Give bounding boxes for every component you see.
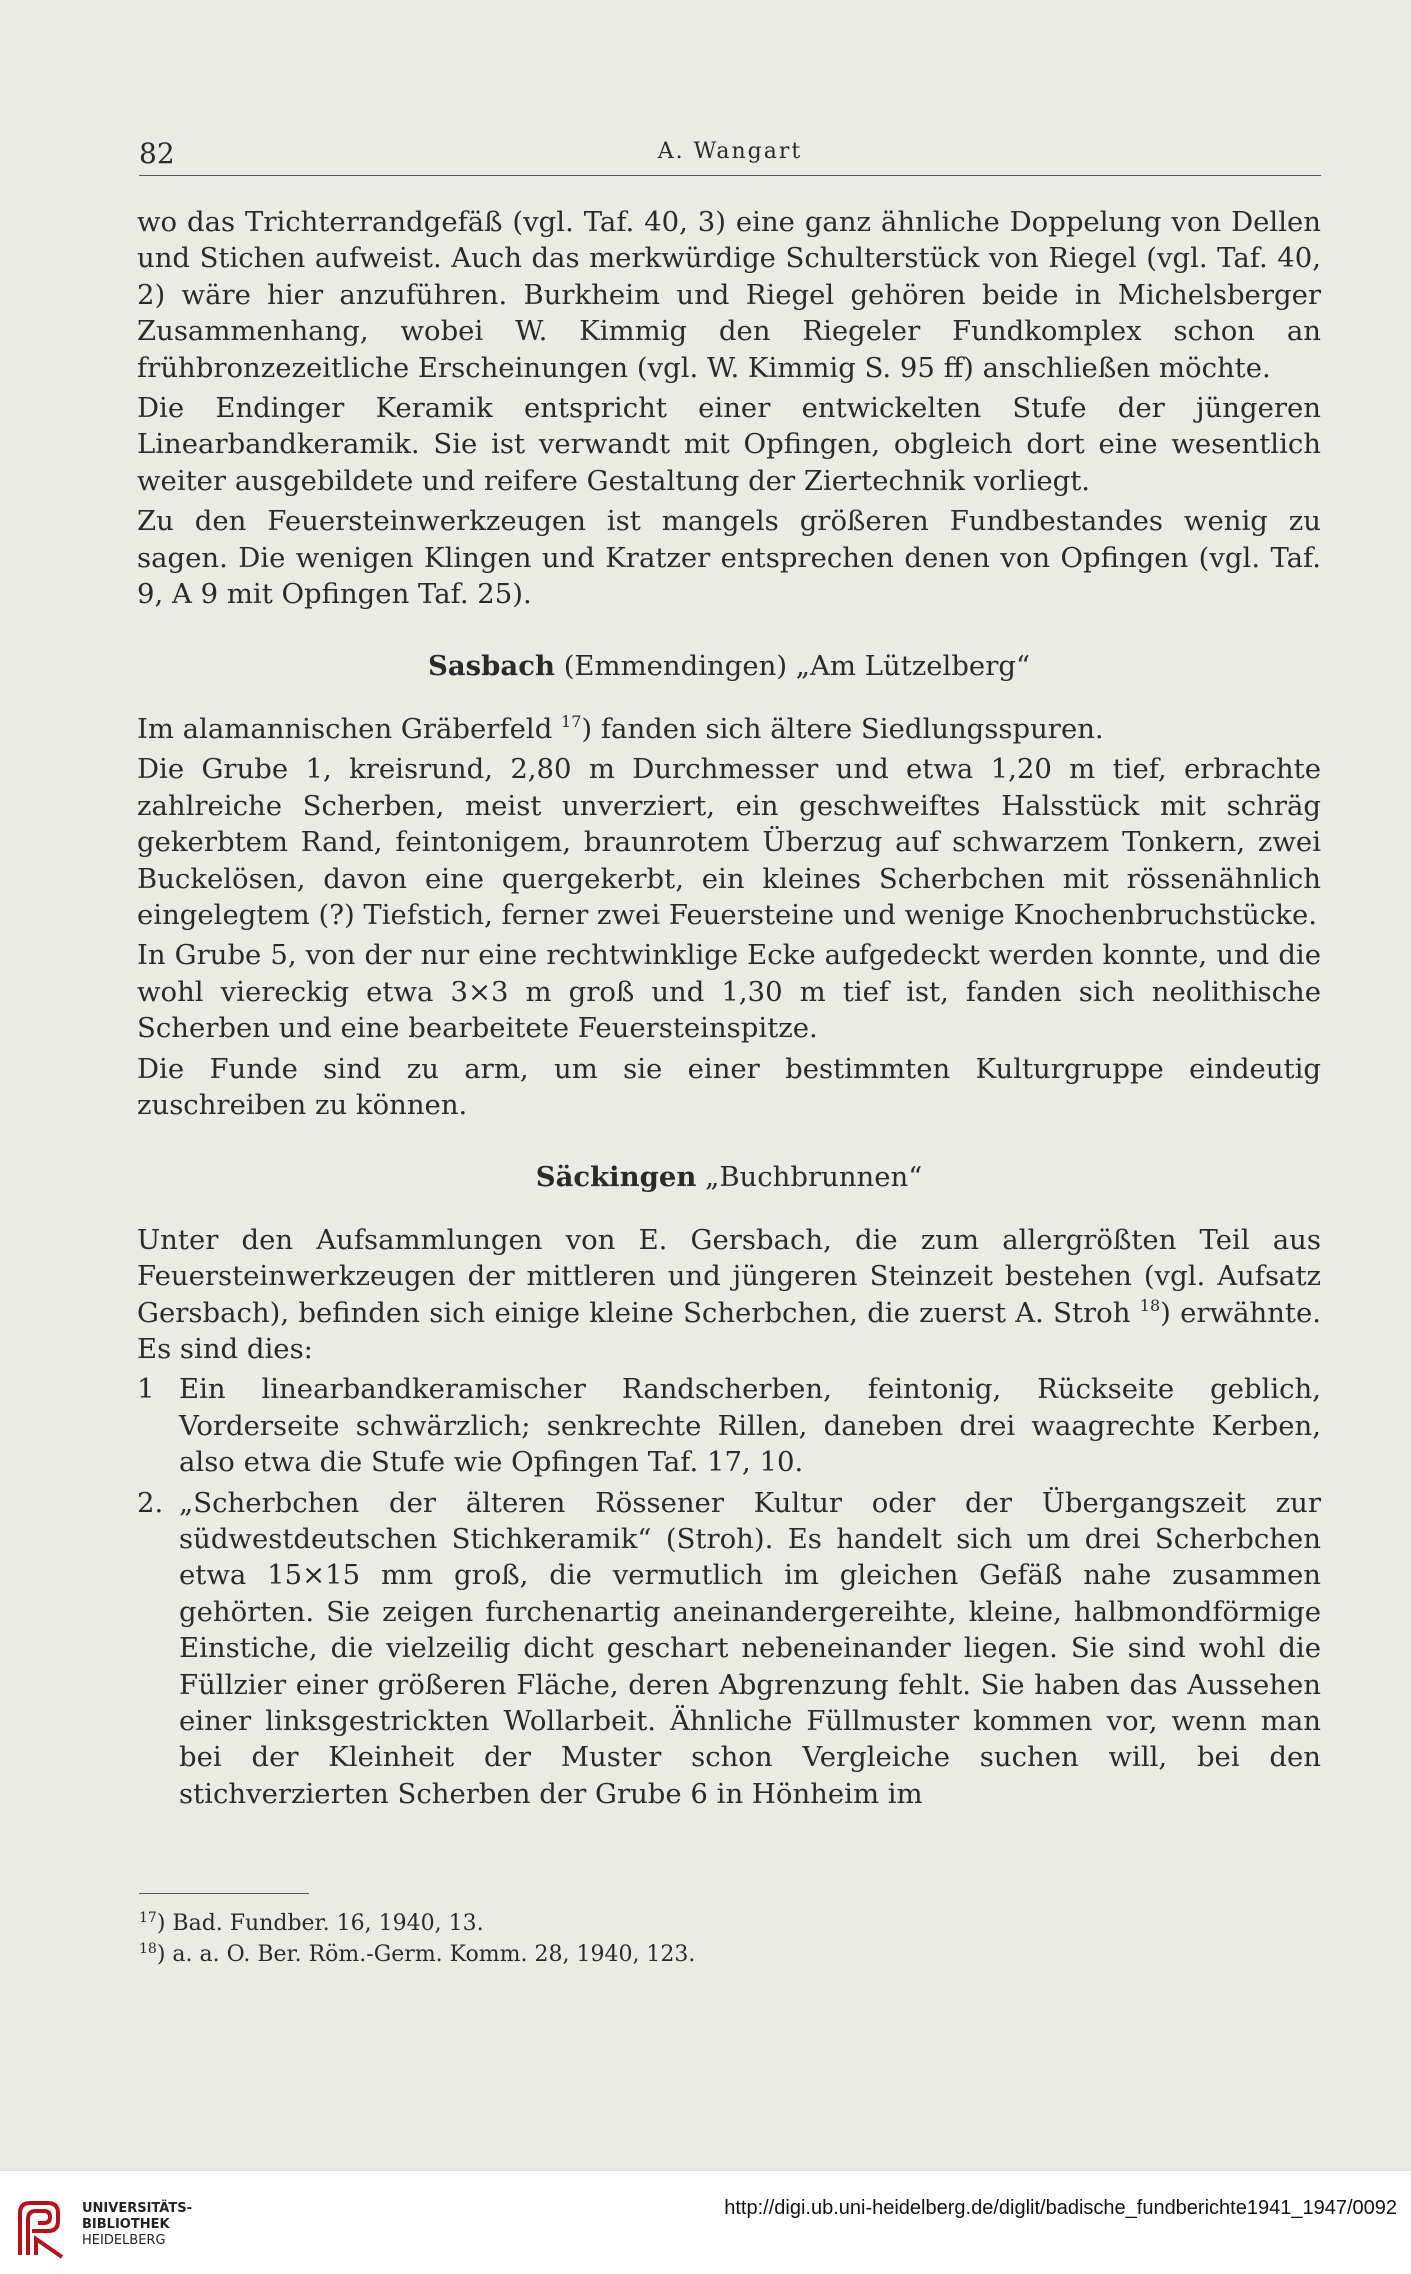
footnote-divider [139, 1893, 309, 1894]
library-footer [0, 2170, 1411, 2274]
list-text: „Scherbchen der älteren Rössener Kultur oder der Übergangszeit zur südwestdeutschen Stichkeramik“ (Stroh). Es handelt sich um drei Scherbchen etwa 15×15 mm groß, die vermutlich im gleichen Gefäß nahe zusammen gehörten. Sie zeigen furchenartig aneinandergereihte, kleine, halbmondförmige Einstiche, die vielzeilig dicht geschart nebeneinander liegen. Sie sind wohl die Füllzier einer größeren Fläche, deren Abgrenzung fehlt. Sie haben das Aussehen einer linksgestrickten Wollarbeit. Ähnliche Füllmuster kommen vor, wenn man bei der Kleinheit der Muster schon Vergleiche suchen will, bei den stichverzierten Scherben der Grube 6 in Hönheim im [179, 1486, 1321, 1810]
footnote [139, 1908, 939, 1939]
footnote-ref: 18 [1139, 1295, 1161, 1315]
paragraph: In Grube 5, von der nur eine rechtwinklige Ecke aufgedeckt werden konnte, und die wohl viereckig etwa 3×3 m groß und 1,30 m tief ist, fanden sich neolithische Scherben und eine bearbeitete Feuersteinspitze. [137, 939, 1321, 1045]
library-name [82, 2201, 192, 2249]
paragraph: Die Funde sind zu arm, um sie einer bestimmten Kulturgruppe eindeutig zuschreiben zu können. [137, 1052, 1321, 1121]
paragraph: wo das Trichterrandgefäß (vgl. Taf. 40, 3) eine ganz ähnliche Doppelung von Dellen und Stichen aufweist. Auch das merkwürdige Schulterstück von Riegel (vgl. Taf. 40, 2) wäre hier anzuführen. Burkheim und Riegel gehören beide in Michelsberger Zusammenhang, wobei W. Kimmig den Riegeler Fundkomplex schon an frühbronzezeitliche Erscheinungen (vgl. W. Kimmig S. 95 ff) anschließen möchte. [137, 206, 1321, 384]
paragraph-text: Unter den Aufsammlungen von E. Gersbach, die zum allergrößten Teil aus Feuersteinwerkzeugen der mittleren und jüngeren Steinzeit bestehen (vgl. Aufsatz Gersbach), befinden sich einige kleine Scherbchen, die zuerst A. Stroh [137, 1223, 1321, 1329]
section-heading-sasbach [137, 648, 1321, 684]
footnote [139, 1939, 939, 1970]
paragraph-text: Im alamannischen Gräberfeld [137, 712, 562, 745]
list-number: 2. [137, 1486, 164, 1519]
list-item [137, 1485, 1321, 1813]
library-name-line: UNIVERSITÄTS- [82, 2201, 192, 2216]
heading-rest: (Emmendingen) „Am Lützelberg“ [554, 650, 1030, 683]
permalink-url[interactable]: http://digi.ub.uni-heidelberg.de/diglit/badische_fundberichte1941_1947/0092 [724, 2197, 1397, 2219]
footnotes [139, 1893, 939, 1970]
footnote-number: 17 [139, 1910, 157, 1926]
heading-rest: „Buchbrunnen“ [696, 1161, 923, 1194]
heading-place: Sasbach [428, 650, 555, 683]
paragraph: Die Grube 1, kreisrund, 2,80 m Durchmesser und etwa 1,20 m tief, erbrachte zahlreiche Scherben, meist unverziert, ein geschweiftes Halsstück mit schräg gekerbtem Rand, feintonigem, braunrotem Überzug auf schwarzem Tonkern, zwei Buckelösen, davon eine quergekerbt, ein kleines Scherbchen mit rössenähnlich eingelegtem (?) Tiefstich, ferner zwei Feuersteine und wenige Knochenbruchstücke. [137, 753, 1321, 931]
page-number: 82 [139, 137, 175, 170]
footnote-text: ) a. a. O. Ber. Röm.-Germ. Komm. 28, 1940, 123. [156, 1942, 696, 1967]
list-item [137, 1371, 1321, 1480]
library-name-line: BIBLIOTHEK [82, 2217, 170, 2232]
section-heading-saeckingen [137, 1159, 1321, 1195]
footnote-number: 18 [139, 1941, 157, 1957]
paragraph: Zu den Feuersteinwerkzeugen ist mangels größeren Fundbestandes wenig zu sagen. Die wenigen Klingen und Kratzer entsprechen denen von Opfingen (vgl. Taf. 9, A 9 mit Opfingen Taf. 25). [137, 505, 1321, 611]
page-header [139, 137, 1321, 176]
footnote-text: ) Bad. Fundber. 16, 1940, 13. [156, 1911, 484, 1936]
heading-place: Säckingen [535, 1161, 697, 1194]
library-name-line: HEIDELBERG [82, 2233, 166, 2248]
paragraph-text: ) fanden sich ältere Siedlungsspuren. [581, 712, 1104, 745]
library-logo-icon [14, 2199, 66, 2259]
footnote-ref: 17 [561, 711, 582, 731]
paragraph [137, 711, 1321, 747]
list-number: 1 [137, 1373, 155, 1406]
paragraph-text: ) erwähnte. Es sind dies: [137, 1296, 1321, 1365]
list-text: Ein linearbandkeramischer Randscherben, feintonig, Rückseite geblich, Vorderseite schwärzlich; senkrechte Rillen, daneben drei waagrechte Kerben, also etwa die Stufe wie Opfingen Taf. 17, 10. [179, 1373, 1321, 1479]
paragraph [137, 1222, 1321, 1368]
body-text [137, 204, 1321, 1816]
running-head: A. Wangart [657, 139, 803, 164]
paragraph: Die Endinger Keramik entspricht einer entwickelten Stufe der jüngeren Linearbandkeramik. Sie ist verwandt mit Opfingen, obgleich dort eine wesentlich weiter ausgebildete und reifere Gestaltung der Ziertechnik vorliegt. [137, 392, 1321, 497]
